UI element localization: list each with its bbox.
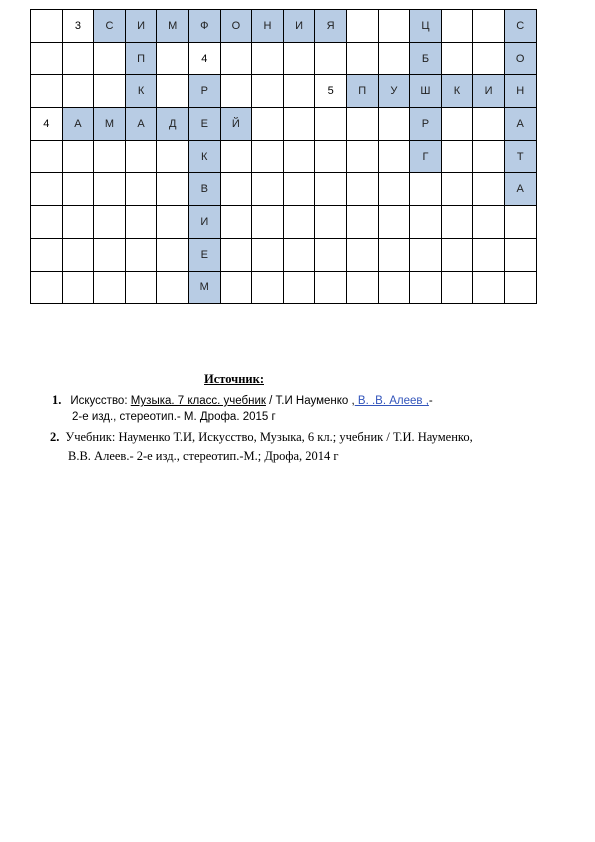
empty-cell[interactable] — [62, 140, 94, 173]
letter-cell[interactable]: А — [504, 108, 536, 141]
empty-cell[interactable] — [441, 108, 473, 141]
empty-cell[interactable] — [157, 238, 189, 271]
empty-cell[interactable] — [220, 75, 252, 108]
empty-cell[interactable] — [378, 108, 410, 141]
empty-cell[interactable] — [410, 271, 442, 304]
empty-cell[interactable] — [473, 238, 505, 271]
letter-cell[interactable]: И — [473, 75, 505, 108]
empty-cell[interactable] — [315, 42, 347, 75]
empty-cell[interactable] — [441, 140, 473, 173]
letter-cell[interactable]: Е — [188, 238, 220, 271]
empty-cell[interactable] — [378, 238, 410, 271]
source-item-2-text: Учебник: Науменко Т.И, Искусство, Музыка, 6 кл.; учебник / Т.И. Науменко, — [65, 430, 473, 444]
clue-number-cell[interactable]: П — [346, 75, 378, 108]
empty-cell[interactable] — [252, 238, 284, 271]
empty-cell[interactable] — [283, 206, 315, 239]
source-item-1-line-2: 2-е изд., стереотип.- М. Дрофа. 2015 г — [72, 411, 276, 423]
letter-cell[interactable]: А — [504, 173, 536, 206]
empty-cell[interactable] — [220, 140, 252, 173]
letter-cell[interactable]: Й — [220, 108, 252, 141]
sources-title: Источник: — [204, 372, 264, 386]
letter-cell[interactable]: М — [94, 108, 126, 141]
empty-cell[interactable] — [157, 173, 189, 206]
letter-cell[interactable]: А — [125, 108, 157, 141]
empty-cell[interactable] — [125, 140, 157, 173]
grid-row — [31, 108, 537, 141]
empty-cell[interactable] — [62, 173, 94, 206]
empty-cell[interactable] — [346, 271, 378, 304]
empty-cell[interactable] — [31, 238, 63, 271]
empty-cell[interactable] — [220, 42, 252, 75]
empty-cell[interactable] — [315, 238, 347, 271]
empty-cell[interactable] — [62, 206, 94, 239]
empty-cell[interactable] — [315, 206, 347, 239]
empty-cell[interactable] — [94, 140, 126, 173]
empty-cell[interactable] — [441, 206, 473, 239]
letter-cell[interactable]: Г — [410, 140, 442, 173]
clue-number-cell[interactable]: 3 — [62, 10, 94, 43]
empty-cell[interactable] — [315, 140, 347, 173]
letter-cell[interactable]: Р — [188, 75, 220, 108]
empty-cell[interactable] — [473, 42, 505, 75]
empty-cell[interactable] — [473, 173, 505, 206]
empty-cell[interactable] — [252, 42, 284, 75]
empty-cell[interactable] — [378, 271, 410, 304]
empty-cell[interactable] — [473, 206, 505, 239]
empty-cell[interactable] — [441, 173, 473, 206]
letter-cell[interactable]: О — [504, 42, 536, 75]
letter-cell[interactable]: И — [283, 10, 315, 43]
empty-cell[interactable] — [31, 173, 63, 206]
empty-cell[interactable]: 5 — [315, 75, 347, 108]
source-item-1-number: 1. — [52, 393, 62, 407]
empty-cell[interactable] — [346, 140, 378, 173]
letter-cell[interactable]: У — [378, 75, 410, 108]
empty-cell[interactable] — [283, 271, 315, 304]
letter-cell[interactable]: Б — [410, 42, 442, 75]
empty-cell[interactable] — [378, 42, 410, 75]
letter-cell[interactable]: Ф — [188, 10, 220, 43]
letter-cell[interactable]: Ц — [410, 10, 442, 43]
letter-cell[interactable]: С — [504, 10, 536, 43]
empty-cell[interactable] — [94, 206, 126, 239]
empty-cell[interactable] — [410, 173, 442, 206]
empty-cell[interactable] — [378, 206, 410, 239]
letter-cell[interactable]: К — [441, 75, 473, 108]
grid-row — [31, 271, 537, 304]
empty-cell[interactable] — [31, 42, 63, 75]
letter-cell[interactable]: О — [220, 10, 252, 43]
grid-row — [31, 140, 537, 173]
source-item-1-dash: - — [428, 395, 433, 407]
letter-cell[interactable]: П — [125, 42, 157, 75]
letter-cell[interactable]: К — [188, 140, 220, 173]
empty-cell[interactable] — [283, 75, 315, 108]
empty-cell[interactable] — [346, 206, 378, 239]
empty-cell[interactable] — [252, 206, 284, 239]
empty-cell[interactable] — [94, 238, 126, 271]
empty-cell[interactable] — [315, 108, 347, 141]
empty-cell[interactable] — [157, 140, 189, 173]
empty-cell[interactable] — [220, 173, 252, 206]
letter-cell[interactable]: В — [188, 173, 220, 206]
empty-cell[interactable] — [283, 173, 315, 206]
letter-cell[interactable]: Я — [315, 10, 347, 43]
letter-cell[interactable]: Н — [504, 75, 536, 108]
empty-cell[interactable] — [157, 271, 189, 304]
source-item-1-book: Музыка. 7 класс. учебник — [130, 395, 266, 407]
clue-number-cell[interactable]: 4 — [188, 42, 220, 75]
empty-cell[interactable] — [125, 238, 157, 271]
letter-cell[interactable]: М — [157, 10, 189, 43]
empty-cell[interactable] — [473, 271, 505, 304]
clue-number-cell[interactable]: 4 — [31, 108, 63, 141]
letter-cell[interactable]: И — [188, 206, 220, 239]
empty-cell[interactable] — [346, 173, 378, 206]
empty-cell[interactable] — [94, 42, 126, 75]
empty-cell[interactable] — [315, 173, 347, 206]
empty-cell[interactable] — [94, 75, 126, 108]
empty-cell[interactable] — [220, 271, 252, 304]
empty-cell[interactable] — [94, 271, 126, 304]
empty-cell[interactable] — [31, 271, 63, 304]
empty-cell[interactable] — [252, 140, 284, 173]
empty-cell[interactable] — [283, 140, 315, 173]
source-item-2-line-1 — [50, 430, 473, 445]
empty-cell[interactable] — [252, 271, 284, 304]
source-item-1-author: / Т.И Науменко , — [265, 395, 355, 407]
source-item-1-prefix: Искусство: — [70, 395, 131, 407]
empty-cell[interactable] — [220, 238, 252, 271]
empty-cell[interactable] — [441, 238, 473, 271]
letter-cell[interactable]: М — [188, 271, 220, 304]
source-item-2-number: 2. — [50, 430, 60, 444]
empty-cell[interactable] — [283, 42, 315, 75]
empty-cell[interactable] — [346, 10, 378, 43]
grid-row — [31, 173, 537, 206]
letter-cell[interactable]: Р — [410, 108, 442, 141]
empty-cell[interactable] — [157, 206, 189, 239]
empty-cell[interactable] — [410, 238, 442, 271]
empty-cell[interactable] — [346, 108, 378, 141]
empty-cell[interactable] — [346, 42, 378, 75]
empty-cell[interactable] — [252, 108, 284, 141]
letter-cell[interactable]: И — [125, 10, 157, 43]
empty-cell[interactable] — [31, 75, 63, 108]
empty-cell[interactable] — [441, 271, 473, 304]
empty-cell[interactable] — [283, 238, 315, 271]
letter-cell[interactable]: С — [94, 10, 126, 43]
empty-cell[interactable] — [62, 271, 94, 304]
empty-cell[interactable] — [504, 238, 536, 271]
empty-cell[interactable] — [283, 108, 315, 141]
empty-cell[interactable] — [504, 206, 536, 239]
empty-cell[interactable] — [504, 271, 536, 304]
empty-cell[interactable] — [315, 271, 347, 304]
empty-cell[interactable] — [473, 10, 505, 43]
letter-cell[interactable]: Ш — [410, 75, 442, 108]
empty-cell[interactable] — [31, 10, 63, 43]
empty-cell[interactable] — [157, 42, 189, 75]
empty-cell[interactable] — [125, 206, 157, 239]
empty-cell[interactable] — [31, 140, 63, 173]
empty-cell[interactable] — [378, 10, 410, 43]
empty-cell[interactable] — [157, 75, 189, 108]
grid-row — [31, 206, 537, 239]
letter-cell[interactable]: Д — [157, 108, 189, 141]
letter-cell[interactable]: Н — [252, 10, 284, 43]
letter-cell[interactable]: А — [62, 108, 94, 141]
empty-cell[interactable] — [346, 238, 378, 271]
empty-cell[interactable] — [125, 271, 157, 304]
empty-cell[interactable] — [62, 75, 94, 108]
source-item-1-line-1 — [52, 393, 433, 408]
empty-cell[interactable] — [252, 173, 284, 206]
empty-cell[interactable] — [473, 108, 505, 141]
empty-cell[interactable] — [473, 140, 505, 173]
empty-cell[interactable] — [410, 206, 442, 239]
letter-cell[interactable]: Т — [504, 140, 536, 173]
crossword-grid — [30, 9, 537, 304]
empty-cell[interactable] — [252, 75, 284, 108]
empty-cell[interactable] — [220, 206, 252, 239]
grid-row — [31, 75, 537, 108]
empty-cell[interactable] — [94, 173, 126, 206]
empty-cell[interactable] — [31, 206, 63, 239]
empty-cell[interactable] — [125, 173, 157, 206]
empty-cell[interactable] — [441, 42, 473, 75]
source-item-1-coauthor-link[interactable]: В. .В. Алеев , — [354, 395, 429, 407]
grid-row — [31, 238, 537, 271]
source-item-2-line-2: В.В. Алеев.- 2-е изд., стереотип.-М.; Дрофа, 2014 г — [68, 449, 339, 463]
empty-cell[interactable] — [378, 140, 410, 173]
empty-cell[interactable] — [62, 42, 94, 75]
empty-cell[interactable] — [62, 238, 94, 271]
letter-cell[interactable]: К — [125, 75, 157, 108]
letter-cell[interactable]: Е — [188, 108, 220, 141]
empty-cell[interactable] — [378, 173, 410, 206]
grid-row — [31, 42, 537, 75]
grid-row — [31, 10, 537, 43]
empty-cell[interactable] — [441, 10, 473, 43]
